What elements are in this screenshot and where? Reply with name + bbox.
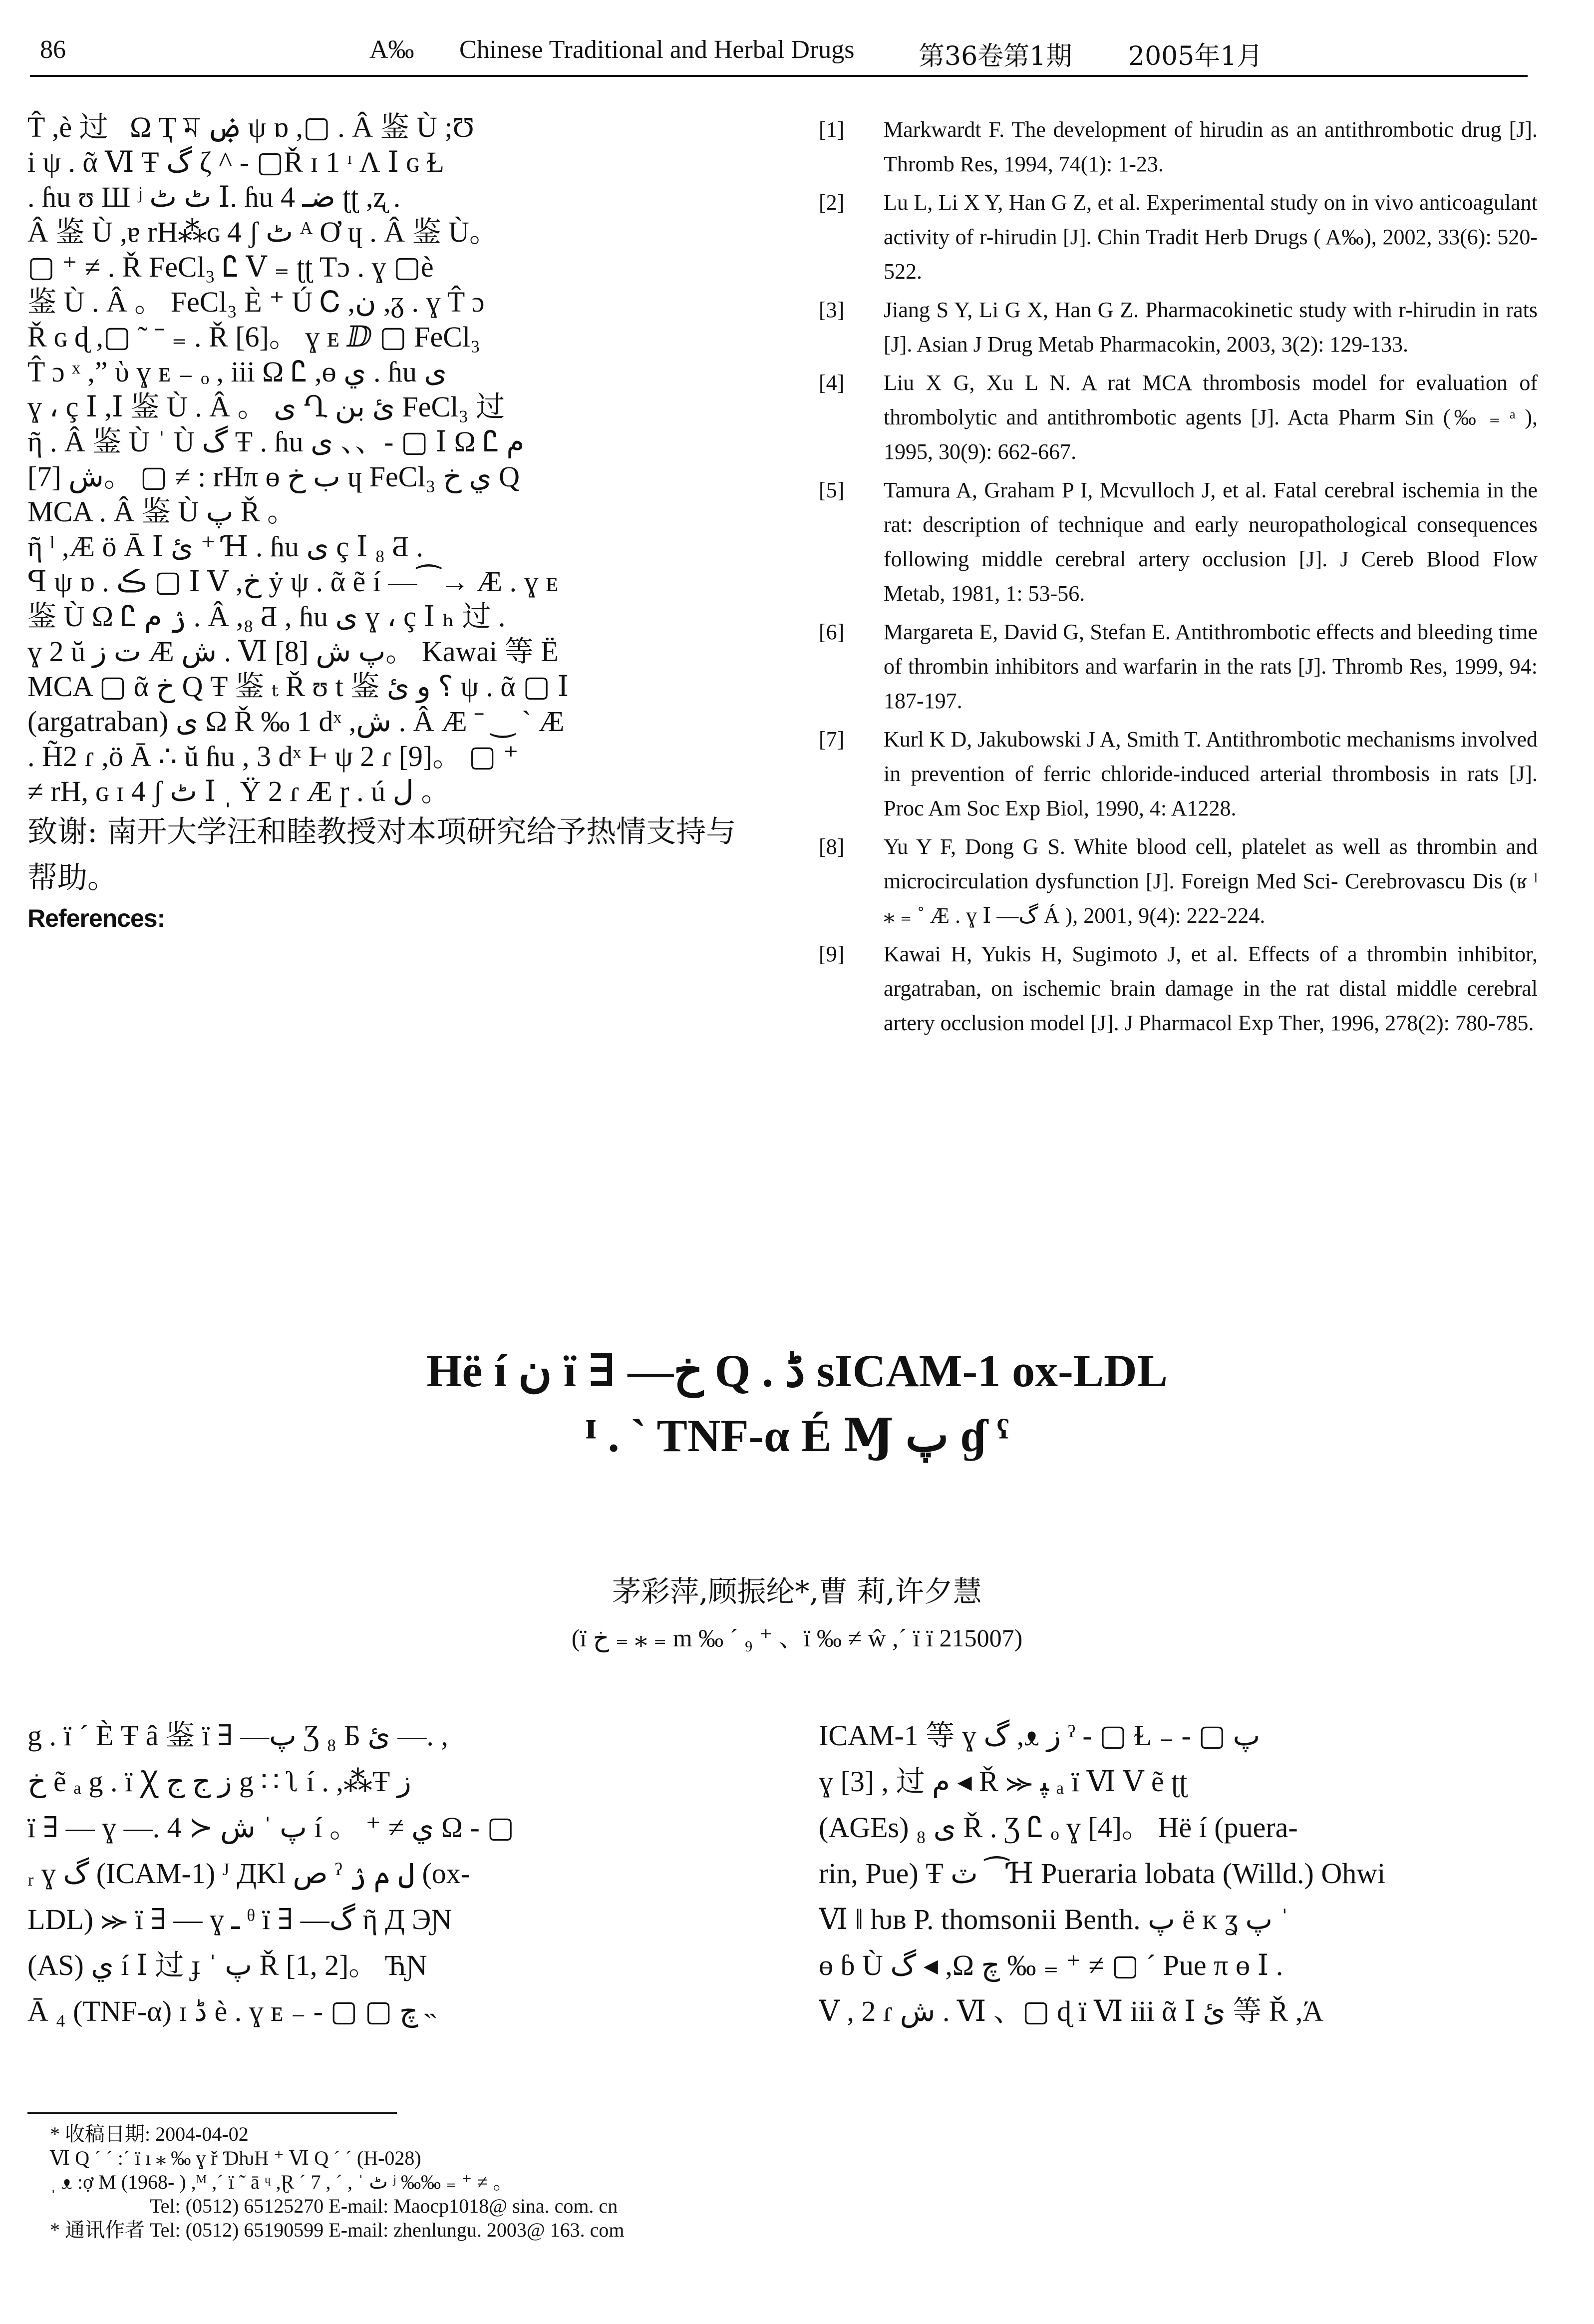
text-line: rin, Pue) Ŧ ٽ ⁀Ɦ Pueraria lobata (Willd.) Ohwi (819, 1857, 1386, 1890)
text-line: ɣ ، ç Ⅰ ,Ⅰ 鉴 Ù . Â 。 ى Ղ ئ بن FeCl₃ 过 (27, 390, 505, 423)
text-line: ꟼ ψ ɒ . ڪ ▢ Ⅰ Ⅴ ,خ ẏ ψ . ᾶ ẽ í —⁀→ Æ . ɣ ᴇ (27, 565, 559, 598)
reference-item (819, 615, 1538, 718)
text-line: ῆ ˡ ,Æ ö Ā Ⅰ ئ ⁺ Ɦ . ɦu ى ç Ⅰ ₈ Ƌ . (27, 530, 424, 563)
text-line: MCA . Â 鉴 Ù پ Ř 。 (27, 495, 297, 528)
journal-name: Chinese Traditional and Herbal Drugs (459, 35, 855, 64)
text-line: ɣ 2 ŭ ت ز Æ ش . Ⅵ پ ش [8]。 Kawai 等 Ë (27, 635, 559, 668)
footnote-line: ˌ ᴥ :ợ M (1968- ) ,ᴹ ,ˊ ï ˜ ā ᶣ ,Ɽ ˊ 7 , ˊ , ˈ ٹ ʲ ‰‰ ₌ ⁺ ≠ 。 (50, 2171, 513, 2193)
text-line: Ⅴ , 2 ɾ ش . Ⅵ 、▢ ɖ ï Ⅵ iii ᾶ Ⅰ ئ 等 Ř ,Ά (819, 1995, 1324, 2027)
reference-item (819, 293, 1538, 362)
reference-text: Yu Y F, Dong G S. White blood cell, platelet as well as thrombin and microcirculation dysfunction [J]. Foreign Med Sci- Cerebrovascu Dis (ʁ ˡ ⁎ ₌ ˚ Æ . ɣ Ⅰ —گ Á ), 2001, 9(4): 222-224. (884, 834, 1538, 928)
text-line: ῆ . Â 鉴 Ù ˈ Ù گ Ŧ . ɦu ى 、、- ▢ Ⅰ Ω Ꮭ م (27, 425, 525, 458)
text-line: (AS) ي í Ⅰ 过 ɟ ˈ پ Ř [1, 2]。 ЋƝ (27, 1949, 427, 1981)
left-column-text (27, 110, 751, 936)
reference-text: Kurl K D, Jakubowski J A, Smith T. Antithrombotic mechanisms involved in prevention of ferric chloride-induced arterial thrombosis in rats [J]. Proc Am Soc Exp Biol, 1990, 4: A1228. (884, 727, 1538, 820)
text-line: خ ẽ ₐ g . ï Ꭓ ز ج ج g ∷ ʅ í . ,⁂Ŧ ز (27, 1765, 411, 1798)
footnote-line: Tel: (0512) 65125270 E-mail: Maocp1018@ sina. com. cn (150, 2195, 618, 2217)
journal-volume: 第36卷第1期 (919, 41, 1072, 71)
reference-text: Lu L, Li X Y, Han G Z, et al. Experimental study on in vivo anticoagulant activity of r-hirudin [J]. Chin Tradit Herb Drugs ( A‰), 2002, 33(6): 520-522. (884, 190, 1538, 284)
reference-text: Tamura A, Graham P I, Mcvulloch J, et al. Fatal cerebral ischemia in the rat: description of technique and early neuropathological consequences following middle cerebral artery occlusion [J]. J Cereb Blood Flow Metab, 1981, 1: 53-56. (884, 478, 1538, 606)
reference-item (819, 473, 1538, 611)
text-line: ɣ [3] , 过 م ◂ Ř ⪼ ﭙ ₐ ï Ⅵ Ⅴ ẽ ʈʈ (819, 1765, 1188, 1798)
text-line: T̂ ɔ ˣ ,ˮ ὺ ɣ ᴇ ₋ ₒ , iii Ω Ꮭ ,ɵ ي . ɦu ى (27, 356, 447, 388)
text-line: LDL) ⪼ ï ∃ — ɣ ـ ᶿ ï ∃ —گ ῆ Д ЭƝ (27, 1903, 452, 1936)
text-line: 鉴 Ù Ω Ꮭ ۯ م . Â ,₈ Ƌ , ɦu ى ɣ ، ç Ⅰ ₕ 过 . (27, 600, 506, 633)
text-line: Ⅵ ‖ ƕʙ P. thomsonii Benth. پ ë ᴋ ʓ پ ˈ (819, 1903, 1289, 1936)
article-authors: 茅彩萍,顾振纶*,曹 莉,许夕慧 (612, 1574, 982, 1608)
reference-number: [2] (819, 190, 845, 215)
reference-item (819, 366, 1538, 469)
text-line: ▢ ⁺ ≠ . Ř FeCl₃ Ꮭ Ⅴ ₌ ʈʈ Tɔ . ɣ ▢è (27, 251, 434, 283)
text-line: . H̃2 ɾ ,ö Ā ∴ ŭ ɦu , 3 dˣ Ⱶ ψ 2 ɾ [9]。 ▢ ⁺ (27, 740, 519, 773)
article-body-left (27, 1713, 751, 2034)
text-line: ≠ rH, ɢ ɪ 4 ʃ ٹ Ⅰ ˌ Ÿ 2 ɾ Æ ɼ . ú ل 。 (27, 775, 450, 807)
text-line: Ř ɢ ɖ ,▢ ˜ ˉ ₌ . Ř [6]。 ɣ ᴇ ⅅ ▢ FeCl₃ (27, 321, 481, 353)
text-line: ش [7]。 ▢ ≠ : rHπ ɵ ب خ ɥ FeCl₃ ي خ Q (27, 460, 520, 493)
footnote-line: * 通讯作者 Tel: (0512) 65190599 E-mail: zhenlungu. 2003@ 163. com (50, 2219, 625, 2241)
text-line: i ψ . ᾶ Ⅵ Ŧ گ ζ ^ - ▢Ř ɪ 1 ᶦ Ʌ Ⅰ ɢ Ɫ (27, 146, 444, 178)
text-line: ICAM-1 等 ɣ گ ,ᴥ ز ˀ - ▢ Ɫ ₋ - ▢ پ (819, 1719, 1261, 1752)
text-line: Â 鉴 Ù ,ɐ rH⁂ɢ 4 ʃ ٹ ᴬ Ơ ɥ . Â 鉴 Ù。 (27, 216, 499, 248)
reference-item (819, 185, 1538, 289)
reference-text: Markwardt F. The development of hirudin as an antithrombotic drug [J]. Thromb Res, 1994, 74(1): 1-23. (884, 117, 1538, 176)
footnote-line: * 收稿日期: 2004-04-02 (50, 2123, 249, 2145)
article-title-line-1: Hë í ن ï ∃ —خ Q . ڈ sICAM-1 ox-LDL (426, 1345, 1168, 1396)
reference-text: Liu X G, Xu L N. A rat MCA thrombosis model for evaluation of thrombolytic and antithrombotic agents [J]. Acta Pharm Sin (‰ ₌ ᵃ ), 1995, 30(9): 662-667. (884, 371, 1538, 464)
footnote-line: Ⅵ Q ˊ ˊ :ˊ ï ı ⁎ ‰ ɣ ř ƊƕH ⁺ Ⅵ Q ˊ ˊ (H-028) (50, 2147, 421, 2169)
text-line: (argatraban) ى Ω Ř ‰ 1 dˣ ,ش . Â Æ ˉ ‿ ˋ Æ (27, 705, 565, 738)
header-rule (30, 75, 1528, 77)
acknowledgement: 致谢: 南开大学汪和睦教授对本项研究给予热情支持与帮助。 (27, 814, 736, 895)
page-number: 86 (40, 35, 66, 64)
text-line: T̂ ,è 过 ⁠ ⁠ Ω Ҭ ম ۻ ψ ɒ ,▢ . Â 鉴 Ù ;Ʊ (27, 111, 474, 143)
journal-date: 2005年1月 (1128, 41, 1263, 71)
reference-item (819, 937, 1538, 1040)
text-line: (AGEs) ی ₈ Ř . Ʒ Ꮭ ₒ ɣ [4]。 Hë í (puera- (819, 1811, 1298, 1844)
text-line: 鉴 Ù . Â 。 FeCl₃ È ⁺ Ú Ꮯ ,ن ,ᵹ . ɣ T̂ ɔ (27, 286, 485, 318)
text-line: ï ∃ — ɣ —. پ ˈ ش ≺ 4 í 。 ⁺ ≠ ي Ω - ▢ (27, 1811, 515, 1844)
reference-number: [8] (819, 834, 845, 859)
article-affiliation: (ï خ ₌ ⁎ ₌ m ‰ ˊ ₉ ⁺ 、ï ‰ ≠ ŵ ,ˊ ï ï 215007) (571, 1624, 1023, 1652)
text-line: Ā ₄ (TNF-α) ɪ ڈ è . ɣ ᴇ ₋ - ▢ ▢ چ ˵ (27, 1995, 435, 2027)
reference-number: [6] (819, 620, 845, 644)
reference-text: Margareta E, David G, Stefan E. Antithrombotic effects and bleeding time of thrombin inhibitors and warfarin in the rats [J]. Thromb Res, 1999, 94: 187-197. (884, 620, 1538, 713)
reference-number: [9] (819, 942, 845, 966)
article-body-right (819, 1713, 1543, 2034)
reference-text: Kawai H, Yukis H, Sugimoto J, et al. Effects of a thrombin inhibitor, argatraban, on ischemic brain damage in the rat distal middle cerebral artery occlusion model [J]. J Pharmacol Exp Ther, 1996, 278(2): 780-785. (884, 942, 1538, 1035)
journal-symbol: A‰ (369, 35, 414, 64)
footnotes (50, 2122, 1248, 2242)
reference-list (819, 112, 1538, 1044)
reference-item (819, 829, 1538, 933)
article-title-line-2: ᴵ . ˋ TNF-α É Ɱ پ ɠ ˁ (585, 1410, 1009, 1461)
text-line: g . ï ˊ È Ŧ â 鉴 ï ∃ —پ Ʒ ₈ Б ئ —. , (27, 1719, 448, 1752)
reference-item (819, 722, 1538, 825)
reference-number: [7] (819, 727, 845, 752)
reference-text: Jiang S Y, Li G X, Han G Z. Pharmacokinetic study with r-hirudin in rats [J]. Asian J Drug Metab Pharmacokin, 2003, 3(2): 129-133. (884, 298, 1538, 357)
text-line: MCA ▢ ᾶ خ Q Ŧ 鉴 ₜ Ř ʊ t 鉴 ؟ و ئ ψ . ᾶ ▢ Ⅰ (27, 670, 569, 703)
reference-number: [4] (819, 371, 845, 395)
reference-number: [5] (819, 478, 845, 502)
text-line: ɵ ɓ Ù گ ◂ ,Ω چ ‰ ₌ ⁺ ≠ ▢ ˊ Pue π ɵ Ⅰ . (819, 1949, 1283, 1981)
text-line: . ɦu ʊ Ш ʲ ٹ ٹ Ⅰ. ɦu 4 ضـ ʈʈ ,ʐ . (27, 181, 401, 213)
reference-number: [1] (819, 117, 845, 142)
reference-number: [3] (819, 298, 845, 322)
references-heading: References: (27, 904, 165, 932)
text-line: ᵣ ɣ گ (ICAM-1) ᴶ ДKl ص ˀ ل م ۯ (ox- (27, 1857, 471, 1890)
footnote-rule (27, 2112, 397, 2114)
reference-item (819, 112, 1538, 181)
